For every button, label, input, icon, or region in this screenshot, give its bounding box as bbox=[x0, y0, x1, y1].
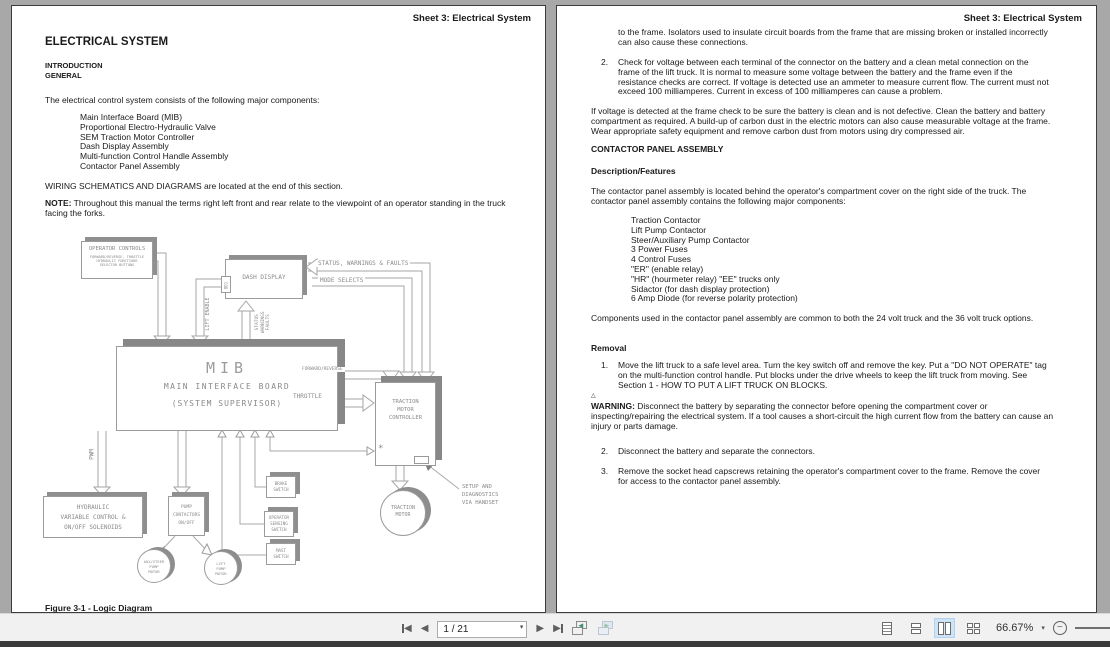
mib-box: MIB MAIN INTERFACE BOARD (SYSTEM SUPERVISOR) bbox=[116, 346, 338, 431]
mode-selects-label: MODE SELECTS bbox=[320, 277, 364, 284]
warning-triangle-icon: △ bbox=[591, 393, 596, 399]
paragraph: Components used in the contactor panel assembly are common to both the 24 volt truck and the 36 volt truck options. bbox=[591, 313, 1034, 323]
two-page-view-icon bbox=[938, 622, 944, 635]
operator-sensing-switch-box: OPERATOR SENSING SWITCH bbox=[264, 511, 294, 537]
continuous-view-button[interactable] bbox=[905, 618, 926, 638]
list-item: "HR" (hourmeter relay) "EE" trucks only bbox=[631, 273, 780, 284]
list-item: Main Interface Board (MIB) bbox=[80, 112, 183, 122]
single-page-icon bbox=[882, 622, 892, 635]
status-warnings-faults-label: STATUS, WARNINGS & FAULTS bbox=[318, 260, 409, 267]
two-page-continuous-icon bbox=[967, 623, 973, 634]
previous-page-icon: ◀ bbox=[420, 622, 429, 634]
next-view-button[interactable] bbox=[598, 621, 615, 635]
zoom-level-value[interactable]: 66.67% bbox=[996, 622, 1034, 634]
previous-view-button[interactable] bbox=[572, 621, 589, 635]
page-navigation-group bbox=[402, 614, 615, 642]
continuous-view-icon bbox=[911, 623, 921, 634]
mast-switch-box: MAST SWITCH bbox=[266, 543, 296, 565]
view-zoom-group bbox=[876, 614, 1110, 642]
list-item: "ER" (enable relay) bbox=[631, 263, 704, 274]
list-item: Lift Pump Contactor bbox=[631, 224, 707, 235]
numbered-item: 2. Disconnect the battery and separate the connectors. bbox=[601, 446, 816, 456]
window-bottom-edge bbox=[0, 641, 1110, 647]
intro-paragraph: The electrical control system consists of the following major components: bbox=[45, 95, 320, 105]
paragraph: If voltage is detected at the frame check to be sure the battery is clean and is not defective. Clean the battery and battery compartment as required. A build-up of carbon dust in the electric motors can also cause measurable voltage at the frame. Wear appropriate safety equipment and remove carbon dust from motors using dry compressed air. bbox=[591, 106, 1051, 136]
last-page-bar-icon bbox=[561, 624, 563, 633]
intro-heading: INTRODUCTION bbox=[45, 61, 103, 70]
note-label: NOTE: bbox=[45, 198, 72, 208]
operator-controls-box: OPERATOR CONTROLS FORWARD/REVERSE, THROTTLE HYDRAULIC FUNCTIONS SELECTOR BUTTONS bbox=[81, 241, 153, 279]
left-page bbox=[11, 5, 546, 613]
zoom-slider[interactable] bbox=[1075, 627, 1110, 629]
page-number-field bbox=[437, 619, 527, 638]
list-item: Sidactor (for dash display protection) bbox=[631, 283, 770, 294]
previous-view-arrow-icon: ◄ bbox=[576, 621, 585, 630]
zoom-out-button[interactable] bbox=[1053, 621, 1067, 635]
brake-switch-box: BRAKE SWITCH bbox=[266, 476, 296, 498]
list-item: Contactor Panel Assembly bbox=[80, 160, 180, 171]
pwm-label: PWM bbox=[88, 449, 96, 460]
list-item: Traction Contactor bbox=[631, 215, 701, 225]
list-item: 3 Power Fuses bbox=[631, 244, 688, 255]
dash-display-box: DASH DISPLAY bbox=[225, 259, 303, 299]
zoom-dropdown-caret-icon[interactable]: ▾ bbox=[1041, 625, 1045, 632]
minus-icon: − bbox=[1056, 622, 1063, 633]
last-page-button[interactable] bbox=[553, 623, 563, 634]
list-item: 6 Amp Diode (for reverse polarity protection) bbox=[631, 293, 798, 304]
note-paragraph: NOTE: Throughout this manual the terms right left front and rear relate to the viewpoint of an operator standing in the truck facing the forks. bbox=[45, 198, 506, 218]
list-item: Proportional Electro-Hydraulic Valve bbox=[80, 121, 216, 132]
single-page-view-button[interactable] bbox=[876, 618, 897, 638]
traction-motor-circle: TRACTION MOTOR bbox=[380, 490, 426, 536]
list-item: Dash Display Assembly bbox=[80, 141, 169, 152]
page-title: ELECTRICAL SYSTEM bbox=[45, 36, 169, 48]
hydraulic-solenoids-box: HYDRAULIC VARIABLE CONTROL & ON/OFF SOLENOIDS bbox=[43, 496, 143, 538]
section-heading: CONTACTOR PANEL ASSEMBLY bbox=[591, 144, 724, 154]
numbered-item: 1. Move the lift truck to a safe level area. Turn the key switch off and remove the key. Put a "DO NOT OPERATE" tag on the multi-function control handle. Put blocks under the drive wheels to keep the lift truck from moving. See Section 1 - HOW TO PUT A LIFT TRUCK ON BLOCKS. bbox=[601, 360, 1047, 390]
page-header: Sheet 3: Electrical System bbox=[412, 13, 531, 24]
warning-paragraph: WARNING: Disconnect the battery by separating the connector before opening the compartment cover or inspecting/repairing the electrical system. If a tool causes a short-circuit the high current flow from the battery can cause an injury or parts damage. bbox=[591, 401, 1054, 431]
list-item: Steer/Auxiliary Pump Contactor bbox=[631, 234, 750, 245]
paragraph: The contactor panel assembly is located behind the operator's compartment cover on the right side of the truck. The contactor panel assembly contains the following major components: bbox=[591, 186, 1027, 206]
next-page-icon: ▶ bbox=[536, 622, 545, 634]
pdf-toolbar bbox=[0, 613, 1110, 641]
traction-motor-controller-box: TRACTION MOTOR CONTROLLER bbox=[375, 382, 436, 466]
first-page-icon: ◀ bbox=[404, 622, 412, 634]
first-page-button[interactable] bbox=[402, 623, 412, 634]
component-list bbox=[631, 216, 798, 304]
general-heading: GENERAL bbox=[45, 71, 82, 80]
next-page-button[interactable] bbox=[536, 623, 544, 634]
forward-reverse-label: FORWARD/REVERSE bbox=[302, 367, 343, 372]
previous-page-button[interactable] bbox=[421, 623, 429, 634]
next-view-arrow-icon: ► bbox=[602, 621, 611, 630]
removal-heading: Removal bbox=[591, 343, 627, 353]
aux-steer-pump-motor-circle: AUX/STEER PUMP MOTOR bbox=[137, 549, 171, 583]
two-page-view-button[interactable] bbox=[934, 618, 955, 638]
right-page bbox=[556, 5, 1097, 613]
two-page-continuous-view-button[interactable] bbox=[963, 618, 984, 638]
last-page-icon: ▶ bbox=[553, 622, 561, 634]
pump-contactors-box: PUMP CONTACTORS ON/OFF bbox=[168, 496, 205, 536]
led-star-icon: * bbox=[378, 444, 384, 454]
list-item: SEM Traction Motor Controller bbox=[80, 131, 195, 142]
setup-diagnostics-note: SETUP AND DIAGNOSTICS VIA HANDSET bbox=[462, 484, 499, 506]
lift-enable-label: LIFT ENABLE bbox=[205, 297, 211, 331]
sub-heading: Description/Features bbox=[591, 166, 676, 176]
warning-label: WARNING: bbox=[591, 401, 635, 411]
page-dropdown-caret-icon[interactable]: ▾ bbox=[519, 623, 524, 631]
page-header: Sheet 3: Electrical System bbox=[963, 13, 1082, 24]
handset-port bbox=[414, 456, 429, 464]
wiring-paragraph: WIRING SCHEMATICS AND DIAGRAMS are located at the end of this section. bbox=[45, 181, 343, 191]
throttle-label: THROTTLE bbox=[293, 393, 322, 400]
status-warnings-faults-vertical-label: STATUS WARNINGS FAULTS bbox=[254, 311, 271, 334]
paragraph: to the frame. Isolators used to insulate circuit boards from the frame that are missing broken or installed incorrectly can also cause these connections. bbox=[618, 27, 1048, 47]
page-number-input[interactable] bbox=[437, 621, 527, 638]
figure-caption: Figure 3-1 - Logic Diagram bbox=[45, 603, 153, 613]
numbered-item: 2. Check for voltage between each terminal of the connector on the battery and a clean metal connection on the frame of the lift truck. It is normal to measure some voltage between the battery and the frame even if the resistance checks are correct. If voltage is detected use an ammeter to measure current flow. The current must not exceed 100 milliamperes. Current in excess of 100 milliamperes can cause a problem. bbox=[601, 57, 1049, 97]
lift-pump-motor-circle: LIFT PUMP MOTOR bbox=[204, 551, 238, 585]
dash-connector-bd1: BD1 bbox=[221, 276, 231, 293]
list-item: 4 Control Fuses bbox=[631, 254, 691, 265]
list-item: Multi-function Control Handle Assembly bbox=[80, 151, 229, 162]
numbered-item: 3. Remove the socket head capscrews retaining the operator's compartment cover to the frame. Remove the cover for access to the contactor panel assembly. bbox=[601, 466, 1041, 486]
